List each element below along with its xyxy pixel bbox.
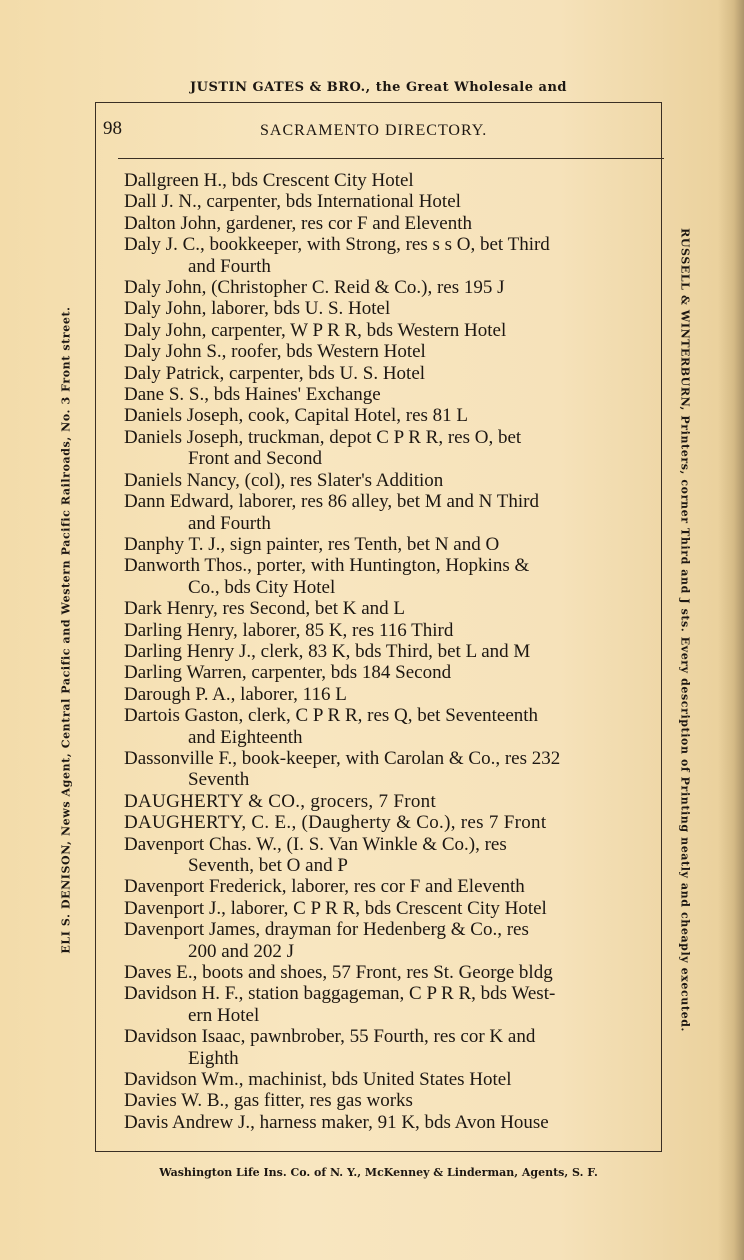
page-edge-shadow [718,0,744,1260]
entry-text: Davenport J., laborer, C P R R, bds Crescent City Hotel [124,897,547,919]
entry-continuation: and Eighteenth [188,726,303,748]
directory-entry [124,491,648,534]
directory-entry [124,598,648,619]
directory-entry [124,298,648,319]
directory-entry [124,191,648,212]
entry-continuation: ern Hotel [188,1004,260,1026]
running-head: SACRAMENTO DIRECTORY. [260,122,488,139]
entry-text: Darough P. A., laborer, 116 L [124,683,347,705]
entry-text: Dark Henry, res Second, bet K and L [124,598,406,620]
entry-continuation: and Fourth [188,512,271,534]
entry-text: Davidson H. F., station baggageman, C P R R, bds West- [124,983,556,1005]
entry-continuation: Eighth [188,1047,239,1069]
entry-text: Daniels Nancy, (col), res Slater's Addition [124,469,444,491]
entry-continuation: Co., bds City Hotel [188,576,336,598]
directory-entry [124,384,648,405]
directory-entry [124,320,648,341]
entry-text: Dann Edward, laborer, res 86 alley, bet M and N Third [124,491,540,513]
directory-entry [124,684,648,705]
directory-entry [124,705,648,748]
directory-entry [124,620,648,641]
directory-entry [124,876,648,897]
directory-entry [124,470,648,491]
directory-entry [124,641,648,662]
entry-continuation: Seventh [188,769,250,791]
directory-entry [124,555,648,598]
directory-entry [124,405,648,426]
entry-text: Dartois Gaston, clerk, C P R R, res Q, bet Seventeenth [124,705,539,727]
directory-entry [124,170,648,191]
entry-text: Danworth Thos., porter, with Huntington, Hopkins & [124,555,530,577]
entry-text: Darling Henry J., clerk, 83 K, bds Third, bet L and M [124,640,531,662]
entry-text: Dalton John, gardener, res cor F and Eleventh [124,212,472,234]
entry-text: Davidson Wm., machinist, bds United States Hotel [124,1069,512,1091]
entry-text: DAUGHERTY & CO., grocers, 7 Front [124,790,437,812]
entry-continuation: and Fourth [188,255,271,277]
directory-entry [124,363,648,384]
top-advertisement: JUSTIN GATES & BRO., the Great Wholesale and [189,80,567,95]
directory-entry [124,341,648,362]
entry-text: Davenport Frederick, laborer, res cor F and Eleventh [124,876,525,898]
header-rule [118,158,664,159]
directory-entry [124,748,648,791]
entry-text: Dane S. S., bds Haines' Exchange [124,384,381,406]
entry-text: Darling Henry, laborer, 85 K, res 116 Third [124,619,454,641]
entry-text: DAUGHERTY, C. E., (Daugherty & Co.), res 7 Front [124,812,547,834]
bottom-advertisement: Washington Life Ins. Co. of N. Y., McKenney & Linderman, Agents, S. F. [159,1166,598,1179]
directory-entry [124,277,648,298]
directory-entry [124,834,648,877]
directory-entry [124,791,648,812]
left-margin-advertisement-text: ELI S. DENISON, News Agent, Central Pacific and Western Pacific Railroads, No. 3 Front street. [59,306,73,954]
directory-entry [124,427,648,470]
entry-text: Dallgreen H., bds Crescent City Hotel [124,170,414,191]
directory-entry [124,1112,648,1133]
entry-text: Davenport James, drayman for Hedenberg & Co., res [124,919,529,941]
directory-entry [124,1090,648,1111]
entry-text: Daly Patrick, carpenter, bds U. S. Hotel [124,362,426,384]
entry-text: Daves E., boots and shoes, 57 Front, res St. George bldg [124,962,553,984]
entry-text: Daly John, carpenter, W P R R, bds Western Hotel [124,319,507,341]
entry-text: Daly J. C., bookkeeper, with Strong, res s s O, bet Third [124,234,550,256]
directory-entry [124,962,648,983]
entry-text: Danphy T. J., sign painter, res Tenth, bet N and O [124,533,500,555]
directory-entry [124,662,648,683]
right-margin-advertisement-text: RUSSELL & WINTERBURN, Printers, corner Third and J sts. Every description of Printing neatly and cheaply executed. [678,228,692,1032]
entry-text: Daly John, laborer, bds U. S. Hotel [124,298,391,320]
directory-entry [124,983,648,1026]
directory-entry [124,898,648,919]
entry-text: Daly John S., roofer, bds Western Hotel [124,341,426,363]
entry-text: Davies W. B., gas fitter, res gas works [124,1090,413,1112]
directory-entry [124,534,648,555]
entry-text: Davenport Chas. W., (I. S. Van Winkle & Co.), res [124,833,507,855]
entry-text: Daniels Joseph, cook, Capital Hotel, res 81 L [124,405,469,427]
directory-entry [124,213,648,234]
directory-entry [124,919,648,962]
directory-entries [124,170,648,1133]
entry-continuation: Front and Second [188,448,323,470]
entry-text: Daniels Joseph, truckman, depot C P R R, res O, bet [124,426,522,448]
directory-entry [124,1069,648,1090]
directory-entry [124,1026,648,1069]
entry-continuation: 200 and 202 J [188,940,295,962]
entry-text: Daly John, (Christopher C. Reid & Co.), res 195 J [124,277,505,299]
entry-text: Davidson Isaac, pawnbrober, 55 Fourth, res cor K and [124,1026,536,1048]
entry-text: Dassonville F., book-keeper, with Carolan & Co., res 232 [124,747,561,769]
entry-continuation: Seventh, bet O and P [188,855,348,876]
entry-text: Dall J. N., carpenter, bds International Hotel [124,191,461,213]
directory-entry [124,234,648,277]
page-number: 98 [103,118,122,139]
directory-entry [124,812,648,833]
entry-text: Davis Andrew J., harness maker, 91 K, bds Avon House [124,1111,549,1133]
entry-text: Darling Warren, carpenter, bds 184 Second [124,662,452,684]
